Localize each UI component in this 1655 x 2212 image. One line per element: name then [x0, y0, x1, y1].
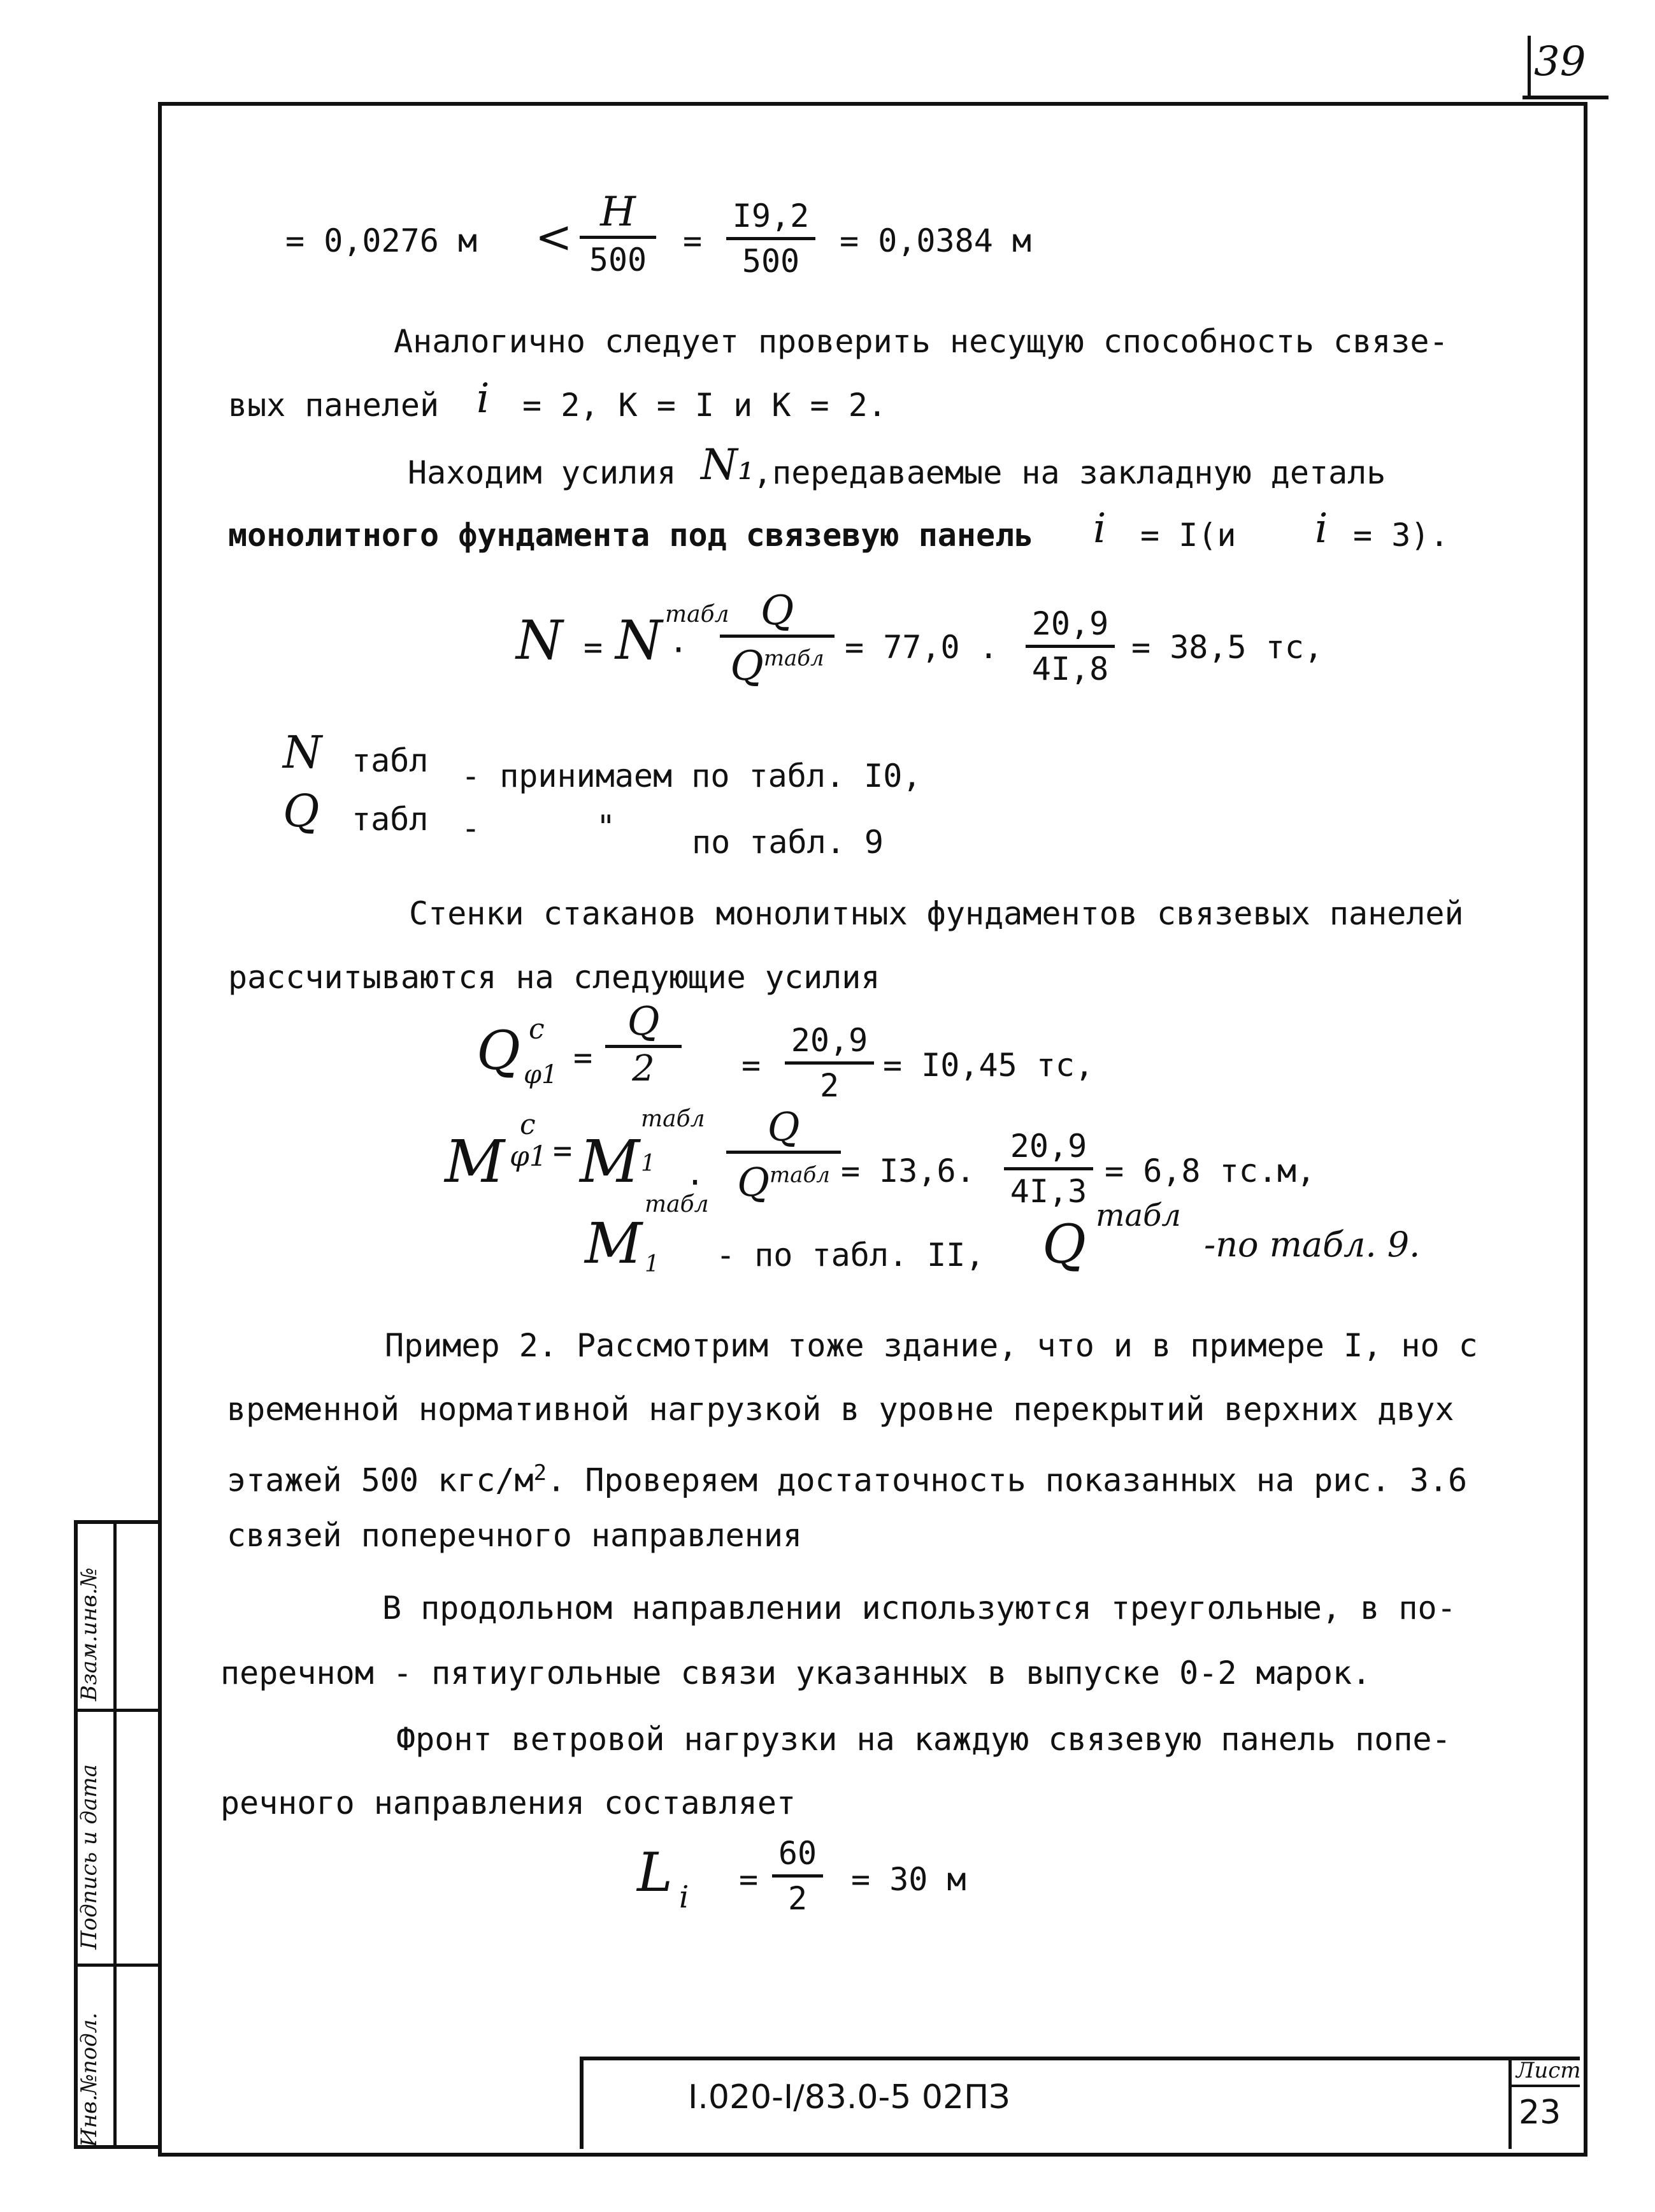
formula-n-sup: табл — [665, 601, 729, 628]
note-q-symbol: Q — [283, 785, 320, 837]
formula-m-mid: = I3,6. — [841, 1153, 975, 1189]
formula-n-lhs: N — [516, 609, 563, 672]
formula-l-eq: = — [739, 1861, 759, 1898]
fraction-h-over-500 — [580, 189, 656, 278]
fraction-numerator: Q — [767, 1103, 800, 1150]
formula-q-eq2: = — [742, 1047, 761, 1084]
fraction-denominator: $Q^{табл}$ — [730, 643, 824, 691]
fraction-denominator: 4I,3 — [1010, 1173, 1087, 1210]
formula-m-dot: · — [685, 1164, 705, 1201]
ref-m-sub: 1 — [645, 1251, 659, 1277]
direction-line-2: перечном - пятиугольные связи указанных в выпуске 0-2 марок. — [220, 1655, 1372, 1691]
formula-m-eq: = — [553, 1132, 573, 1169]
note-q-label: табл — [352, 801, 429, 838]
analog-line-2-rest: = 2, К = I и К = 2. — [522, 387, 887, 424]
formula-m-sub: φ1 — [510, 1140, 547, 1173]
formula-l-rhs: = 30 м — [851, 1861, 966, 1898]
walls-line-1: Стенки стаканов монолитных фундаментов связевых панелей — [409, 895, 1464, 932]
front-line-1: Фронт ветровой нагрузки на каждую связевую панель попе- — [396, 1721, 1451, 1758]
analog-line-1: Аналогично следует проверить несущую способность связе- — [394, 323, 1449, 360]
example-line-4: связей поперечного направления — [227, 1517, 803, 1554]
formula-m-lhs: M — [445, 1128, 505, 1196]
doc-code: I.020-I/83.0-5 02ПЗ — [688, 2078, 1010, 2116]
top-rule-extension — [1522, 96, 1608, 99]
formula-q-eq: = — [573, 1039, 593, 1076]
note-q-text: по табл. 9 — [692, 824, 884, 861]
variable-i-first: i — [1093, 505, 1107, 552]
fraction-numerator: I9,2 — [732, 198, 810, 234]
find-line-1b: ,передаваемые на закладную деталь — [753, 454, 1386, 491]
ref-tail: -по табл. 9. — [1204, 1224, 1421, 1265]
ref-text: - по табл. II, — [716, 1237, 985, 1274]
sheet-label: Лист — [1516, 2058, 1581, 2083]
sheet-number: 23 — [1519, 2094, 1561, 2132]
fraction-denominator: 500 — [589, 241, 647, 278]
find-line-2c: = 3). — [1353, 517, 1449, 554]
fraction-denominator: 2 — [787, 1880, 808, 1917]
analog-line-2: вых панелей — [228, 387, 440, 424]
fraction-denominator: 2 — [819, 1067, 840, 1104]
formula-l-lhs: L — [637, 1841, 673, 1904]
formula-m-m-sub: 1 — [641, 1151, 656, 1177]
fraction-20-9-over-41-3 — [1004, 1128, 1093, 1210]
ref-q: Q — [1042, 1213, 1086, 1275]
fraction-q-over-qtabl-m — [726, 1103, 841, 1205]
page-number: 39 — [1534, 38, 1586, 85]
formula-n-dot: · — [669, 631, 689, 668]
formula-n-rhs: = 38,5 тс, — [1131, 629, 1324, 666]
fraction-19-2-over-500 — [726, 198, 815, 280]
note-n-symbol: N — [283, 726, 322, 779]
title-block-divider — [1508, 2057, 1512, 2149]
stamp-inv-podl: Инв.№подл. — [76, 2012, 102, 2147]
fraction-60-over-2 — [772, 1835, 823, 1917]
stamp-signature-date: Подпись и дата — [76, 1764, 102, 1950]
fraction-numerator: 20,9 — [791, 1022, 868, 1059]
note-q-dash: - — [461, 810, 481, 847]
formula-m-rhs: = 6,8 тс.м, — [1105, 1153, 1316, 1189]
variable-n1: N₁ — [701, 440, 755, 489]
front-line-2: речного направления составляет — [220, 1785, 796, 1821]
note-q-ditto: " — [596, 808, 616, 845]
formula-n-mid: = 77,0 . — [845, 629, 998, 666]
page-number-bracket — [1528, 36, 1531, 99]
fraction-numerator: Q — [760, 587, 794, 635]
less-than-sign: < — [535, 211, 573, 263]
fraction-denominator: 4I,8 — [1031, 650, 1109, 687]
note-n-text: - принимаем по табл. I0, — [461, 758, 922, 794]
variable-i-second: i — [1315, 505, 1328, 552]
formula-q-lhs: Q — [476, 1019, 520, 1082]
note-n-label: табл — [352, 742, 429, 779]
fraction-numerator: 60 — [778, 1835, 817, 1872]
fraction-denominator: 2 — [632, 1048, 655, 1089]
fraction-20-9-over-41-8 — [1026, 605, 1115, 687]
ref-m: M — [585, 1210, 643, 1276]
formula-m-m-sup: табл — [641, 1106, 705, 1132]
formula-n-eq: = — [584, 629, 603, 666]
fraction-numerator: 20,9 — [1010, 1128, 1087, 1165]
formula-n-n: N — [615, 609, 663, 672]
first-formula-lhs: = 0,0276 м — [285, 222, 478, 259]
find-line-2b: = I(и — [1140, 517, 1236, 554]
ref-q-sup: табл — [1096, 1198, 1181, 1233]
fraction-20-9-over-2 — [785, 1022, 874, 1104]
equals-sign: = — [683, 222, 703, 259]
direction-line-1: В продольном направлении используются треугольные, в по- — [382, 1590, 1456, 1627]
formula-q-rhs: = I0,45 тс, — [883, 1047, 1094, 1084]
formula-q-sup: c — [529, 1013, 545, 1045]
fraction-numerator: 20,9 — [1031, 605, 1109, 642]
fraction-numerator: Q — [627, 998, 660, 1044]
fraction-denominator: 500 — [742, 243, 800, 280]
stamp-vzam-inv: Взам.инв.№ — [76, 1567, 102, 1701]
sheet-label-divider — [1508, 2085, 1580, 2087]
variable-i: i — [476, 375, 490, 422]
example-line-2: временной нормативной нагрузкой в уровне перекрытий верхних двух — [227, 1391, 1454, 1428]
find-line-1a: Находим усилия — [408, 454, 677, 491]
find-line-2a: монолитного фундамента под связевую панель — [228, 517, 1034, 554]
ref-m-sup: табл — [645, 1191, 709, 1217]
formula-l-sub: i — [679, 1879, 689, 1915]
fraction-denominator: $Q^{табл}$ — [737, 1158, 830, 1205]
fraction-q-over-2 — [605, 998, 682, 1089]
fraction-q-over-qtabl — [720, 587, 835, 691]
example-line-1: Пример 2. Рассмотрим тоже здание, что и в примере I, но с — [385, 1327, 1478, 1364]
example-line-3: этажей 500 кгс/$м^2$. Проверяем достаточность показанных на рис. 3.6 — [227, 1460, 1468, 1499]
walls-line-2: рассчитываются на следующие усилия — [228, 959, 880, 996]
formula-q-sub: φ1 — [524, 1060, 558, 1089]
fraction-numerator: H — [600, 189, 636, 236]
formula-m-m: M — [580, 1128, 640, 1196]
first-formula-rhs: = 0,0384 м — [840, 222, 1032, 259]
formula-m-sup: c — [520, 1109, 536, 1141]
